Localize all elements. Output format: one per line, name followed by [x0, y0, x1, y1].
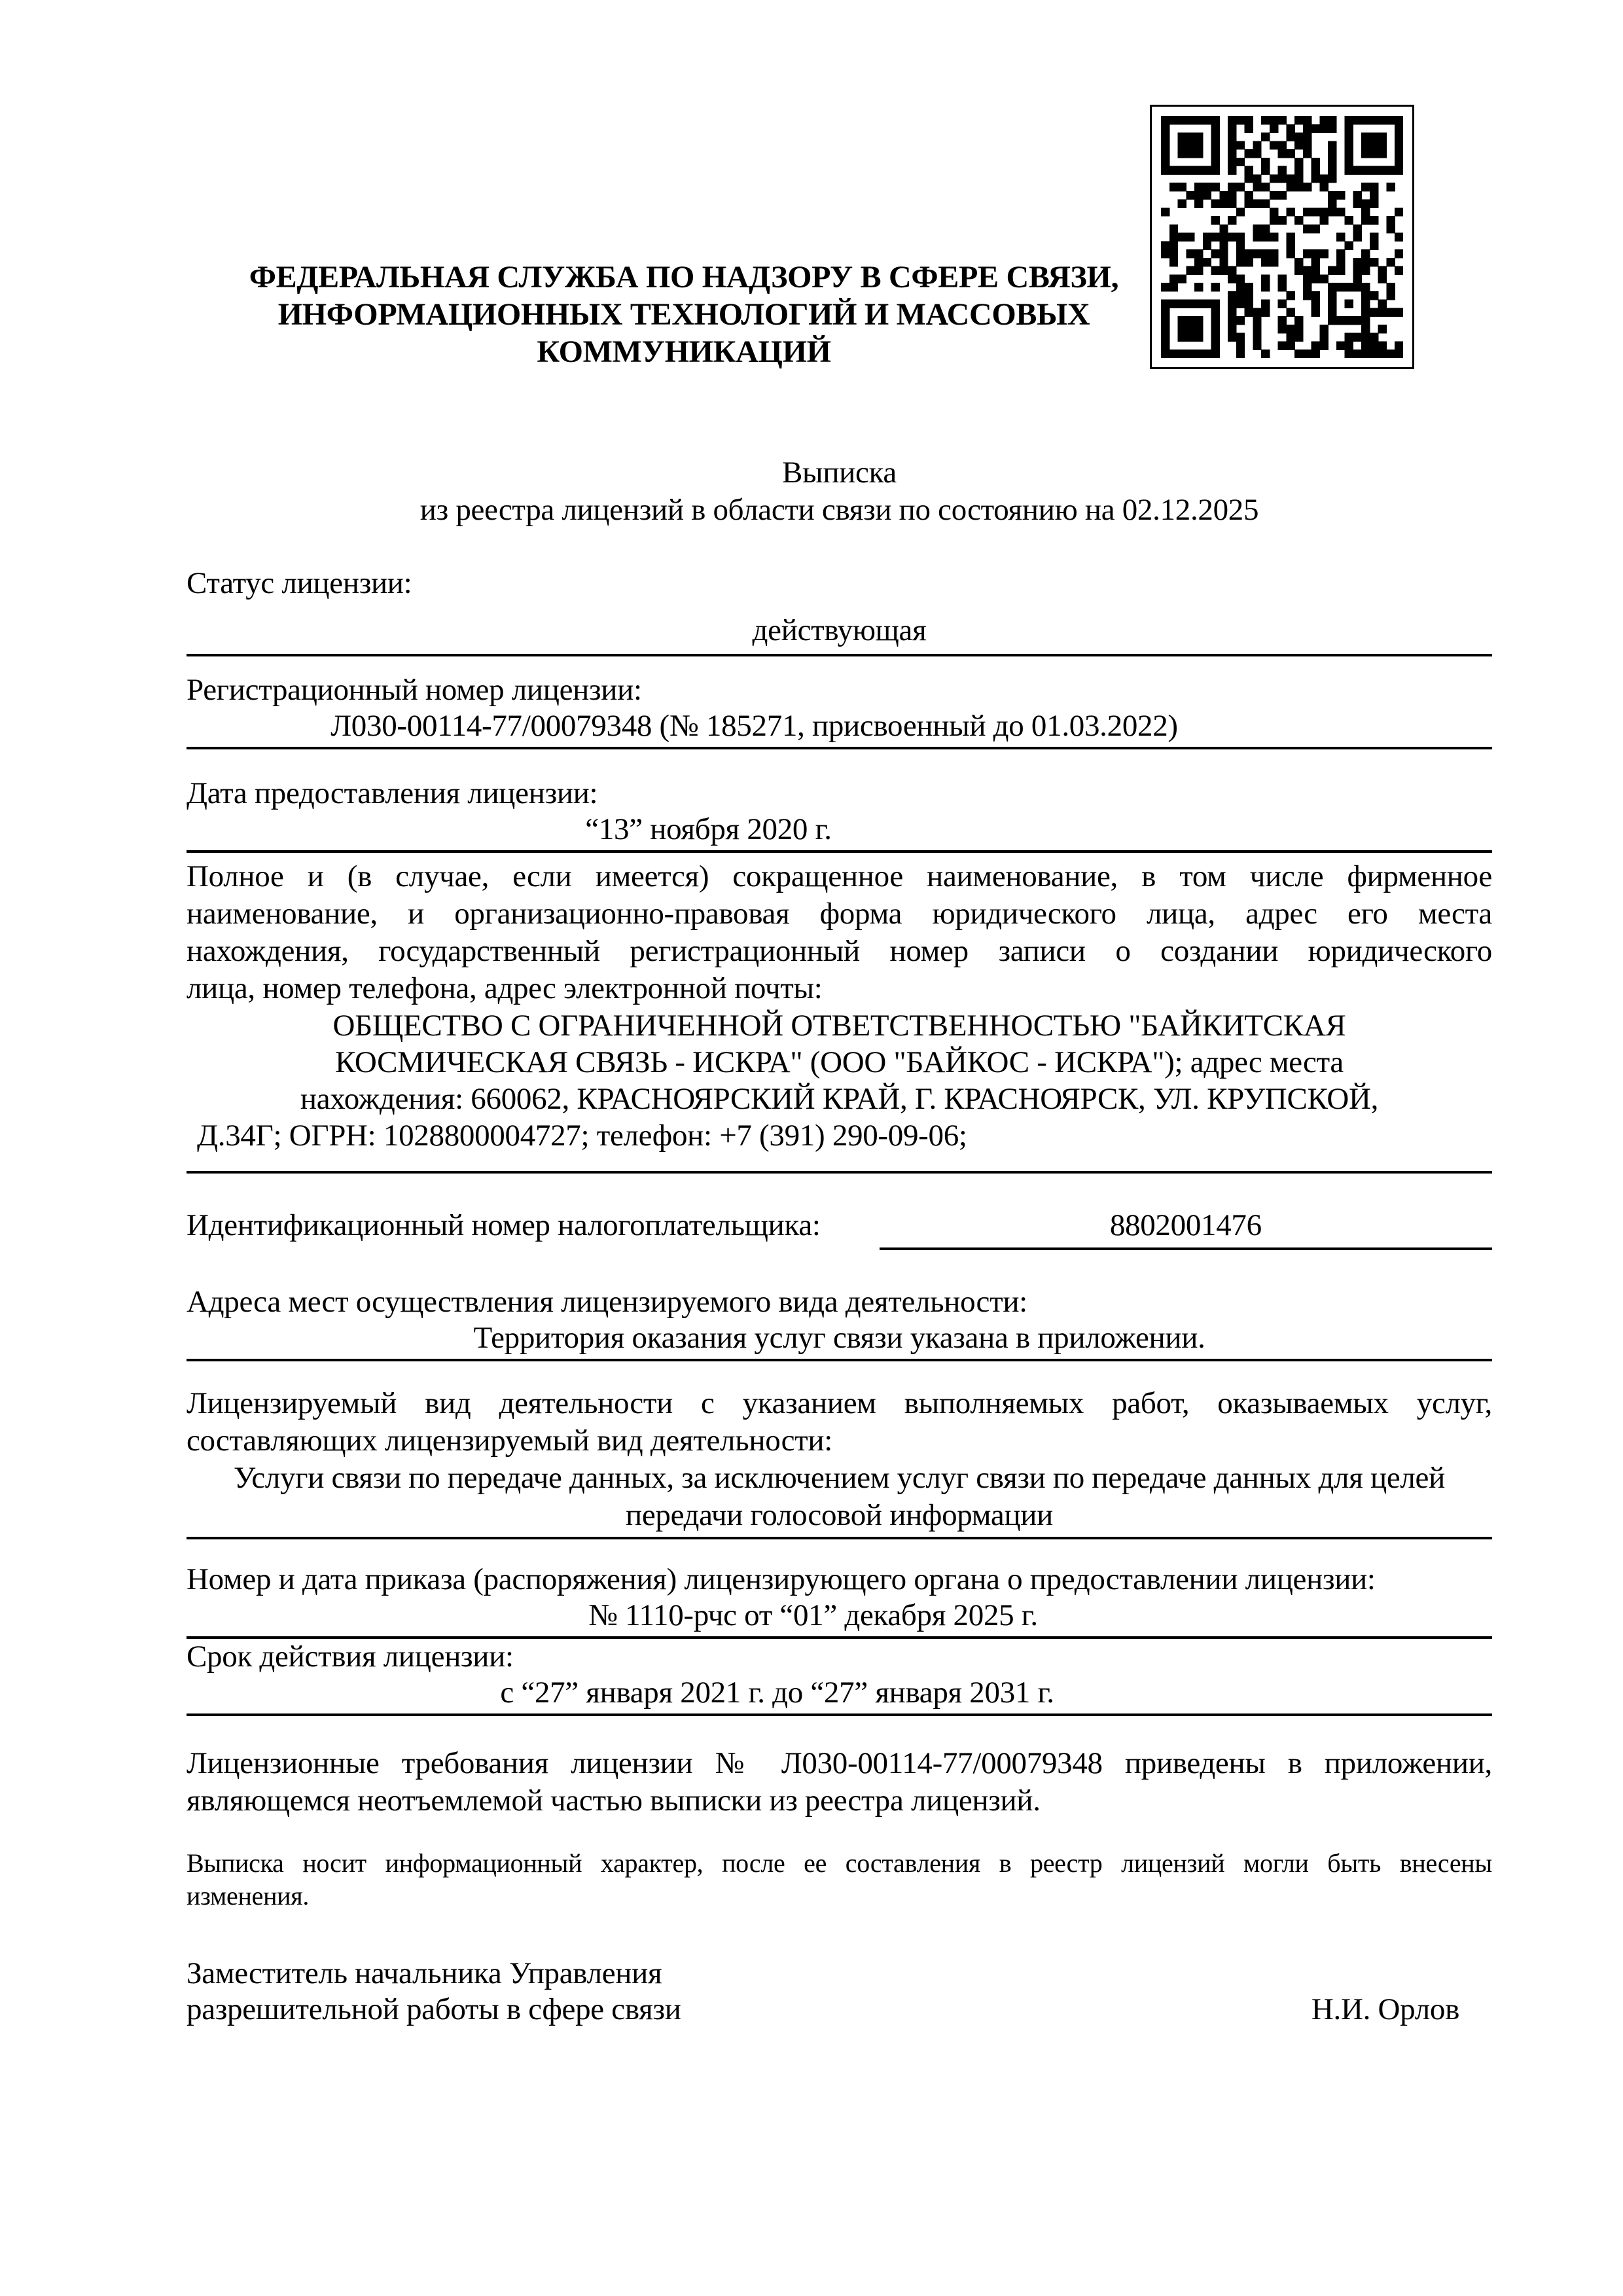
entity-name-value-line4: Д.34Г; ОГРН: 1028800004727; телефон: +7 (391) 290-09-06;	[197, 1119, 967, 1153]
taxpayer-id-label: Идентификационный номер налогоплательщика:	[187, 1208, 821, 1242]
grant-date-value: “13” ноября 2020 г.	[187, 812, 1492, 853]
entity-name-value-line1: ОБЩЕСТВО С ОГРАНИЧЕННОЙ ОТВЕТСТВЕННОСТЬЮ "БАЙКИТСКАЯ	[332, 1009, 1346, 1043]
licensed-activity-label-line2: составляющих лицензируемый вид деятельности:	[187, 1424, 832, 1458]
signer-position	[187, 1956, 681, 2028]
signer-name: Н.И. Орлов	[1311, 1992, 1459, 2026]
entity-name-value-line2: КОСМИЧЕСКАЯ СВЯЗЬ - ИСКРА" (ООО "БАЙКОС - ИСКРА"); адрес места	[335, 1045, 1344, 1079]
activity-addresses-value: Территория оказания услуг связи указана в приложении.	[187, 1320, 1492, 1361]
order-number-label: Номер и дата приказа (распоряжения) лицензирующего органа о предоставлении лицензии:	[187, 1562, 1376, 1596]
entity-name-label-line4: лица, номер телефона, адрес электронной почты:	[187, 971, 823, 1005]
taxpayer-id-row	[187, 1208, 1492, 1250]
informational-disclaimer	[187, 1847, 1492, 1912]
license-requirements-note	[187, 1745, 1492, 1820]
licensed-activity-label	[187, 1385, 1492, 1460]
license-term-label: Срок действия лицензии:	[187, 1640, 514, 1674]
order-number-value: № 1110-рчс от “01” декабря 2025 г.	[187, 1598, 1492, 1639]
signature-block	[187, 1956, 1492, 2028]
document-title-subtitle: из реестра лицензий в области связи по состоянию на 02.12.2025	[419, 493, 1259, 527]
licensed-activity-label-line1: Лицензируемый вид деятельности с указанием выполняемых работ, оказываемых услуг,	[187, 1386, 1492, 1420]
registration-number-label: Регистрационный номер лицензии:	[187, 673, 642, 707]
grant-date-label: Дата предоставления лицензии:	[187, 776, 598, 810]
signer-position-line2: разрешительной работы в сфере связи	[187, 1992, 681, 2026]
agency-header-line2: ИНФОРМАЦИОННЫХ ТЕХНОЛОГИЙ И МАССОВЫХ	[277, 297, 1090, 332]
taxpayer-id-value: 8802001476	[880, 1208, 1492, 1250]
licensed-activity-value: Услуги связи по передаче данных, за исключением услуг связи по передаче данных для целей передачи голосовой информации	[187, 1460, 1492, 1539]
agency-header-line3: КОММУНИКАЦИЙ	[537, 334, 831, 369]
signer-position-line1: Заместитель начальника Управления	[187, 1956, 662, 1990]
document-title	[187, 454, 1492, 529]
license-requirements-note-line2: являющемся неотъемлемой частью выписки из реестра лицензий.	[187, 1784, 1041, 1818]
document-title-word: Выписка	[782, 456, 897, 490]
license-extract-document	[187, 0, 1492, 2028]
entity-name-value-line3: нахождения: 660062, КРАСНОЯРСКИЙ КРАЙ, Г. КРАСНОЯРСК, УЛ. КРУПСКОЙ,	[300, 1082, 1379, 1116]
informational-disclaimer-line2: изменения.	[187, 1881, 310, 1910]
entity-name-value	[187, 1007, 1492, 1174]
agency-header-line1: ФЕДЕРАЛЬНАЯ СЛУЖБА ПО НАДЗОРУ В СФЕРЕ СВЯЗИ,	[249, 260, 1119, 295]
entity-name-label-line1: Полное и (в случае, если имеется) сокращенное наименование, в том числе фирменное	[187, 859, 1492, 893]
license-requirements-note-line1: Лицензионные требования лицензии № Л030-00114-77/00079348 приведены в приложении,	[187, 1746, 1492, 1780]
entity-name-label-line2: наименование, и организационно-правовая форма юридического лица, адрес его места	[187, 897, 1492, 931]
registration-number-value: Л030-00114-77/00079348 (№ 185271, присвоенный до 01.03.2022)	[187, 708, 1492, 749]
entity-name-label-line3: нахождения, государственный регистрационный номер записи о создании юридического	[187, 934, 1492, 968]
status-value: действующая	[187, 613, 1492, 656]
informational-disclaimer-line1: Выписка носит информационный характер, после ее составления в реестр лицензий могли быть внесены	[187, 1848, 1492, 1878]
agency-header	[249, 259, 1119, 370]
license-term-value: с “27” января 2021 г. до “27” января 2031 г.	[187, 1675, 1492, 1716]
entity-name-label	[187, 858, 1492, 1007]
activity-addresses-label: Адреса мест осуществления лицензируемого вида деятельности:	[187, 1285, 1027, 1319]
status-label: Статус лицензии:	[187, 566, 412, 600]
